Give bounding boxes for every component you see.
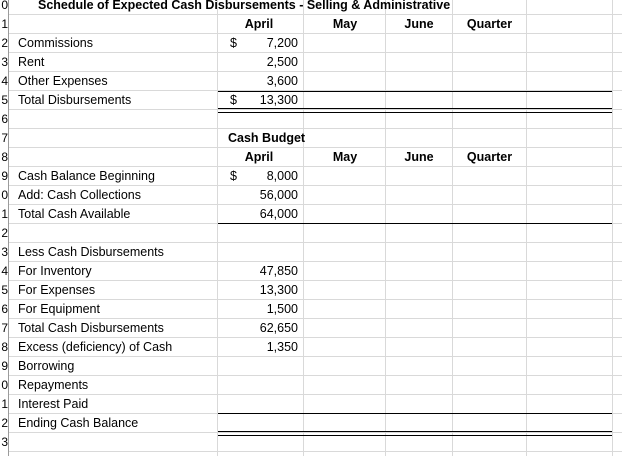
row-number[interactable]: 6 (1, 302, 8, 316)
schedule-header-april[interactable]: April (244, 17, 274, 31)
budget-row-label[interactable]: Ending Cash Balance (18, 416, 139, 430)
spreadsheet-row (0, 205, 622, 224)
row-number[interactable]: 7 (1, 321, 8, 335)
spreadsheet-row (0, 34, 622, 53)
schedule-title[interactable]: Schedule of Expected Cash Disbursements - Selling & Administrative (38, 0, 451, 12)
budget-row-label[interactable]: Excess (deficiency) of Cash (18, 340, 173, 354)
budget-row-april[interactable]: 62,650 (259, 321, 298, 335)
budget-row-april[interactable] (240, 395, 298, 414)
spreadsheet-row (0, 91, 622, 110)
row-number[interactable]: 0 (1, 0, 8, 12)
budget-row-label[interactable]: Repayments (18, 378, 89, 392)
spreadsheet-row (0, 376, 622, 395)
spreadsheet-row (0, 262, 622, 281)
schedule-header-june[interactable]: June (404, 17, 434, 31)
schedule-row-april[interactable]: 2,500 (266, 55, 298, 69)
spreadsheet-row (0, 53, 622, 72)
schedule-row-currency[interactable]: $ (230, 36, 237, 50)
row-number[interactable]: 1 (1, 17, 8, 31)
schedule-row-currency[interactable]: $ (230, 93, 237, 107)
spreadsheet-row (0, 167, 622, 186)
row-gridline (9, 451, 622, 452)
budget-row-label[interactable]: Add: Cash Collections (18, 188, 141, 202)
spreadsheet-row (0, 433, 622, 452)
budget-row-label[interactable] (18, 224, 218, 243)
budget-row-april[interactable]: 1,500 (266, 302, 298, 316)
spreadsheet-row (0, 357, 622, 376)
budget-row-label[interactable]: Less Cash Disbursements (18, 245, 164, 259)
row-number[interactable]: 3 (1, 435, 8, 449)
spreadsheet-row (0, 72, 622, 91)
spreadsheet-row (0, 300, 622, 319)
budget-row-april[interactable]: 47,850 (259, 264, 298, 278)
row-number[interactable]: 2 (1, 36, 8, 50)
budget-row-label[interactable]: For Inventory (18, 264, 92, 278)
budget-header-may[interactable]: May (332, 150, 358, 164)
spreadsheet-row (0, 281, 622, 300)
budget-row-april[interactable] (240, 357, 298, 376)
spreadsheet-row (0, 148, 622, 167)
row-number[interactable]: 5 (1, 93, 8, 107)
budget-row-label[interactable]: Total Cash Available (18, 207, 131, 221)
row-number[interactable]: 9 (1, 169, 8, 183)
budget-row-currency[interactable]: $ (230, 169, 237, 183)
row-number[interactable]: 3 (1, 245, 8, 259)
spreadsheet-row (0, 224, 622, 243)
budget-row-label[interactable]: For Expenses (18, 283, 96, 297)
budget-row-april[interactable]: 1,350 (266, 340, 298, 354)
row-number[interactable]: 1 (1, 397, 8, 411)
schedule-row-april[interactable]: 3,600 (266, 74, 298, 88)
schedule-header-may[interactable]: May (332, 17, 358, 31)
row-number[interactable]: 7 (1, 131, 8, 145)
budget-row-april[interactable] (240, 376, 298, 395)
schedule-row-april[interactable]: 13,300 (259, 93, 298, 107)
budget-header-april[interactable]: April (244, 150, 274, 164)
budget-row-april[interactable]: 13,300 (259, 283, 298, 297)
spreadsheet-row (0, 414, 622, 433)
schedule-row-label[interactable]: Other Expenses (18, 74, 108, 88)
schedule-row-label[interactable]: Commissions (18, 36, 94, 50)
spreadsheet-row (0, 319, 622, 338)
budget-row-april[interactable]: 56,000 (259, 188, 298, 202)
spreadsheet-row (0, 338, 622, 357)
schedule-row-label[interactable]: Total Disbursements (18, 93, 132, 107)
budget-row-april[interactable]: 64,000 (259, 207, 298, 221)
budget-row-label[interactable]: Total Cash Disbursements (18, 321, 164, 335)
row-number[interactable]: 0 (1, 378, 8, 392)
row-number[interactable]: 6 (1, 112, 8, 126)
spreadsheet-row (0, 186, 622, 205)
row-number[interactable]: 0 (1, 188, 8, 202)
budget-header-quarter[interactable]: Quarter (466, 150, 513, 164)
spreadsheet-row (0, 0, 622, 15)
budget-row-april[interactable] (240, 224, 298, 243)
budget-row-april[interactable]: 8,000 (266, 169, 298, 183)
total-top-border (218, 91, 612, 92)
row-number[interactable]: 2 (1, 226, 8, 240)
budget-row-label[interactable]: Cash Balance Beginning (18, 169, 155, 183)
row-number[interactable]: 1 (1, 207, 8, 221)
row-number[interactable]: 3 (1, 55, 8, 69)
spreadsheet-row (0, 110, 622, 129)
row-number[interactable]: 4 (1, 264, 8, 278)
budget-header-june[interactable]: June (404, 150, 434, 164)
row-number[interactable]: 2 (1, 416, 8, 430)
spreadsheet-row (0, 395, 622, 414)
spreadsheet-row (0, 15, 622, 34)
schedule-row-label[interactable]: Rent (18, 55, 45, 69)
spreadsheet-row (0, 243, 622, 262)
budget-row-april[interactable] (240, 243, 298, 262)
row-number[interactable]: 9 (1, 359, 8, 373)
ending-top-border (218, 413, 612, 414)
row-number[interactable]: 4 (1, 74, 8, 88)
budget-row-label[interactable]: Borrowing (18, 359, 75, 373)
row-number[interactable]: 5 (1, 283, 8, 297)
budget-row-label[interactable]: For Equipment (18, 302, 100, 316)
schedule-row-april[interactable]: 7,200 (266, 36, 298, 50)
budget-title[interactable]: Cash Budget (228, 131, 306, 145)
budget-row-label[interactable]: Interest Paid (18, 397, 89, 411)
row-number[interactable]: 8 (1, 150, 8, 164)
schedule-header-quarter[interactable]: Quarter (466, 17, 513, 31)
spreadsheet-row (0, 129, 622, 148)
row-number[interactable]: 8 (1, 340, 8, 354)
